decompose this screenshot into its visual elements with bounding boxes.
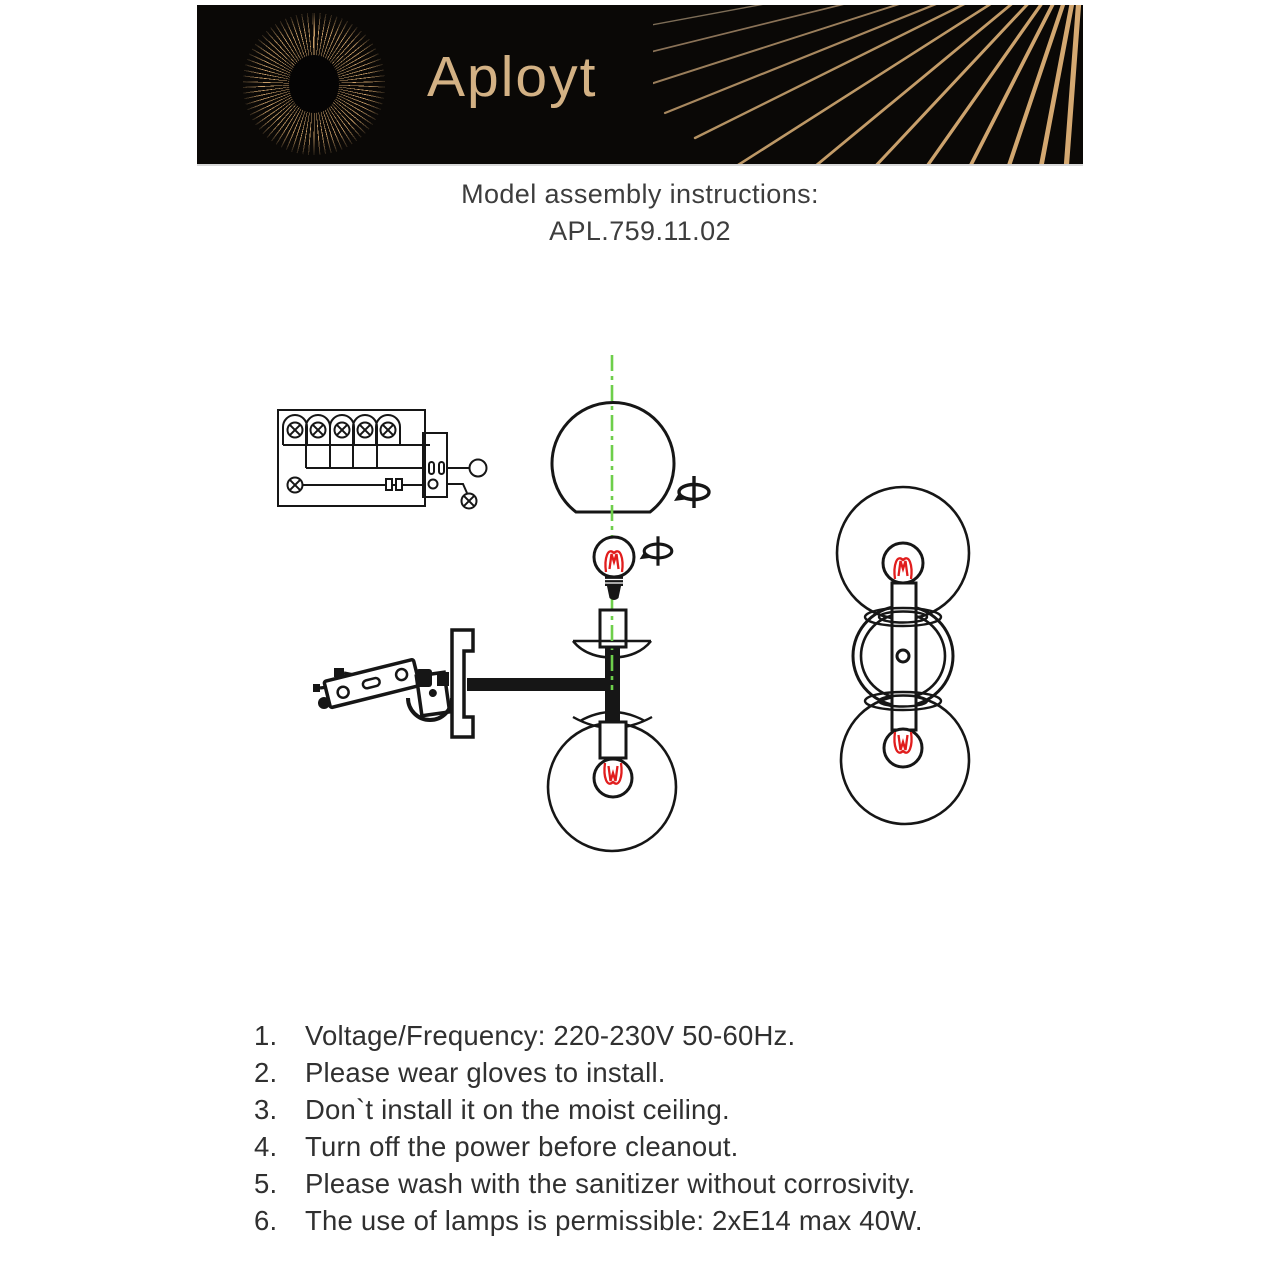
brand-banner xyxy=(197,5,1083,166)
list-item xyxy=(254,1203,923,1240)
item-number: 4. xyxy=(254,1130,278,1162)
wiring-schematic xyxy=(278,410,487,509)
assembly-diagram xyxy=(250,340,1030,900)
rotate-arrow-icon xyxy=(640,536,672,565)
list-item xyxy=(254,1055,923,1092)
brand-name: Aployt xyxy=(427,45,598,109)
center-screw xyxy=(897,650,909,662)
lower-bulb xyxy=(594,759,632,797)
mounting-bracket xyxy=(313,659,452,720)
item-number: 3. xyxy=(254,1093,278,1125)
list-item xyxy=(254,1166,923,1203)
list-item xyxy=(254,1018,923,1055)
item-number: 6. xyxy=(254,1204,278,1236)
item-text: Please wash with the sanitizer without corrosivity. xyxy=(305,1167,916,1199)
title-line-1: Model assembly instructions: xyxy=(461,179,819,209)
item-text: Voltage/Frequency: 220-230V 50-60Hz. xyxy=(305,1020,796,1051)
item-text: The use of lamps is permissible: 2xE14 max 40W. xyxy=(305,1204,923,1236)
item-text: Turn off the power before cleanout. xyxy=(305,1130,739,1162)
light-bulb xyxy=(594,537,634,600)
gold-rays-icon xyxy=(653,5,1083,164)
list-item xyxy=(254,1092,923,1129)
rotate-arrow-icon xyxy=(674,476,709,508)
page-title xyxy=(0,176,1280,250)
model-code: APL.759.11.02 xyxy=(549,216,731,246)
instructions-list xyxy=(254,1018,923,1239)
item-number: 2. xyxy=(254,1056,278,1088)
bottom-bulb xyxy=(884,729,922,767)
list-item xyxy=(254,1129,923,1166)
item-text: Don`t install it on the moist ceiling. xyxy=(305,1093,730,1125)
item-number: 5. xyxy=(254,1167,278,1199)
sunburst-logo-icon xyxy=(243,13,385,155)
lower-socket xyxy=(600,722,626,758)
assembled-lamp-front-view xyxy=(837,487,969,824)
lamp-arm xyxy=(467,678,619,691)
item-number: 1. xyxy=(254,1020,278,1051)
top-bulb xyxy=(883,543,923,583)
item-text: Please wear gloves to install. xyxy=(305,1056,666,1088)
